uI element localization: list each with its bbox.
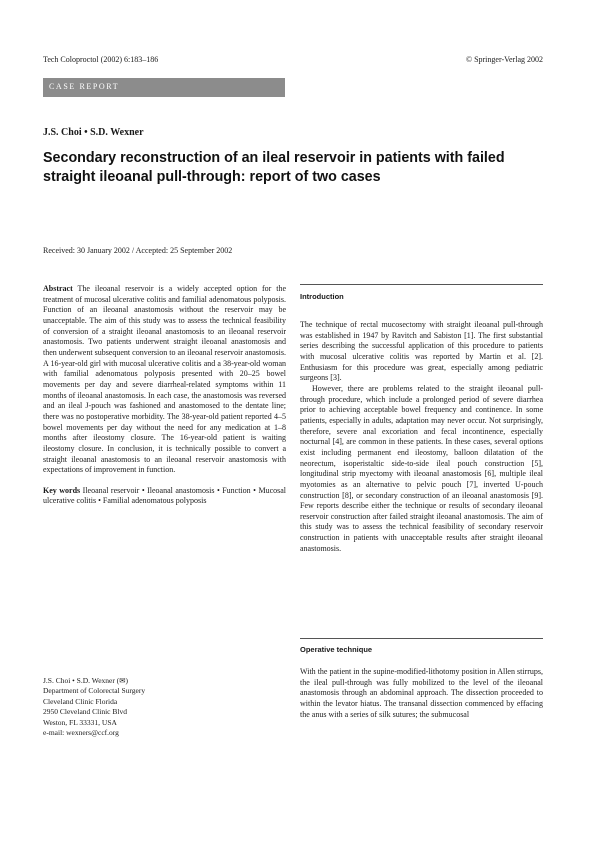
abstract-column bbox=[43, 284, 286, 507]
introduction-paragraph-2: However, there are problems related to the straight ileoanal pull-through procedure, which include a prolonged period of severe diarrhea prior to achieving acceptable bowel frequency and continence. In some patients, especially in adults, adaptation may never occur. Not surprisingly, therefore, severe anal excoriation and fecal incontinence, especially nocturnal [4], are common in these patients. In these cases, several options exist including permanent end ileostomy, balloon dilatation of the neorectum, isoperistaltic side-to-side ileal pouch construction [5], longitudinal strip myectomy with ileoanal anastomosis [6], multiple ileal myotomies as an alternative to pelvic pouch [7], inverted U-pouch construction [8], or secondary construction of an ileoanal anastomosis [9]. Few reports describe either the technique or results of secondary ileoanal reservoir construction after failed straight ileoanal anastomosis. The aim of this study was to assess the technical feasibility of secondary reservoir construction in patients with unacceptable results after straight ileoanal anastomosis. bbox=[300, 383, 543, 553]
keywords bbox=[43, 486, 286, 507]
journal-citation: Tech Coloproctol (2002) 6:183–186 bbox=[43, 55, 159, 64]
operative-heading: Operative technique bbox=[300, 645, 373, 654]
correspondence-address bbox=[43, 676, 145, 738]
address-authors: J.S. Choi • S.D. Wexner (✉) bbox=[43, 676, 129, 685]
keywords-label: Key words bbox=[43, 485, 81, 495]
abstract-text: The ileoanal reservoir is a widely accepted option for the treatment of mucosal ulcerative colitis and familial adenomatous polyposis. Function of an ileoanal anastomosis without the reservoir may be unacceptable. The aim of this study was to assess the technical feasibility of conversion of a straight ileoanal anastomosis to an ileoanal reservoir anastomosis. Two patients underwent straight ileoanal anastomosis and then underwent subsequent conversion to an ileoanal reservoir anastomosis. A 16-year-old girl with mucosal ulcerative colitis and a 38-year-old woman with familial adenomatous polyposis presented with 20–25 bowel movements per day and severe diarrheal-related symptoms within 11 months of ileoanal anastomosis. In each case, the anastomosis was reversed and an ileal J-pouch was fashioned and anastomosed to the dentate line; there was no postoperative morbidity. The 38-year-old patient reported 4–5 bowel movements per day without the need for any medication at 1–8 months after ileostomy closure. The 16-year-old patient is waiting ileostomy closure. In conclusion, it is technically possible to convert a straight ileoanal anastomosis to an ileoanal reservoir anastomosis with expectations of improvement in function. bbox=[43, 284, 287, 475]
article-title: Secondary reconstruction of an ileal reservoir in patients with failed straight ileoanal pull-through: report of two cases bbox=[43, 150, 505, 185]
address-city: Weston, FL 33331, USA bbox=[43, 717, 117, 727]
operative-paragraph-1: With the patient in the supine-modified-lithotomy position in Allen stirrups, the ileal pull-through was fully mobilized to the level of the ileoanal anastomosis through an abdominal approach. The dissection proceeded to within the levator hiatus. The transanal dissection commenced by effacing the anus with a series of silk sutures; the submucosal bbox=[300, 667, 543, 719]
operative-rule bbox=[300, 638, 543, 639]
author-list: J.S. Choi • S.D. Wexner bbox=[43, 127, 144, 138]
introduction-body bbox=[300, 320, 543, 554]
abstract bbox=[43, 284, 286, 476]
introduction-rule bbox=[300, 284, 543, 285]
introduction-heading: Introduction bbox=[300, 292, 344, 301]
abstract-label: Abstract bbox=[43, 284, 73, 293]
keywords-text: Ileoanal reservoir • Ileoanal anastomosis • Function • Mucosal ulcerative colitis • Familial adenomatous polyposis bbox=[43, 485, 287, 506]
article-type-banner bbox=[43, 78, 285, 97]
operative-body bbox=[300, 667, 543, 720]
article-type-label: CASE REPORT bbox=[49, 82, 120, 91]
address-clinic: Cleveland Clinic Florida bbox=[43, 696, 118, 706]
address-department: Department of Colorectal Surgery bbox=[43, 686, 146, 696]
address-email: e-mail: wexners@ccf.org bbox=[43, 728, 119, 738]
introduction-paragraph-1: The technique of rectal mucosectomy with straight ileoanal pull-through was established in 1947 by Ravitch and Sabiston [1]. The first substantial series describing the successful application of this procedure to patients with mucosal ulcerative colitis was reported by Martin et al. [2]. Enthusiasm for this procedure was great, especially among pediatric surgeons [3]. bbox=[300, 320, 543, 383]
address-street: 2950 Cleveland Clinic Blvd bbox=[43, 707, 127, 717]
received-dates: Received: 30 January 2002 / Accepted: 25 September 2002 bbox=[43, 246, 233, 255]
copyright-notice: © Springer-Verlag 2002 bbox=[465, 55, 543, 64]
